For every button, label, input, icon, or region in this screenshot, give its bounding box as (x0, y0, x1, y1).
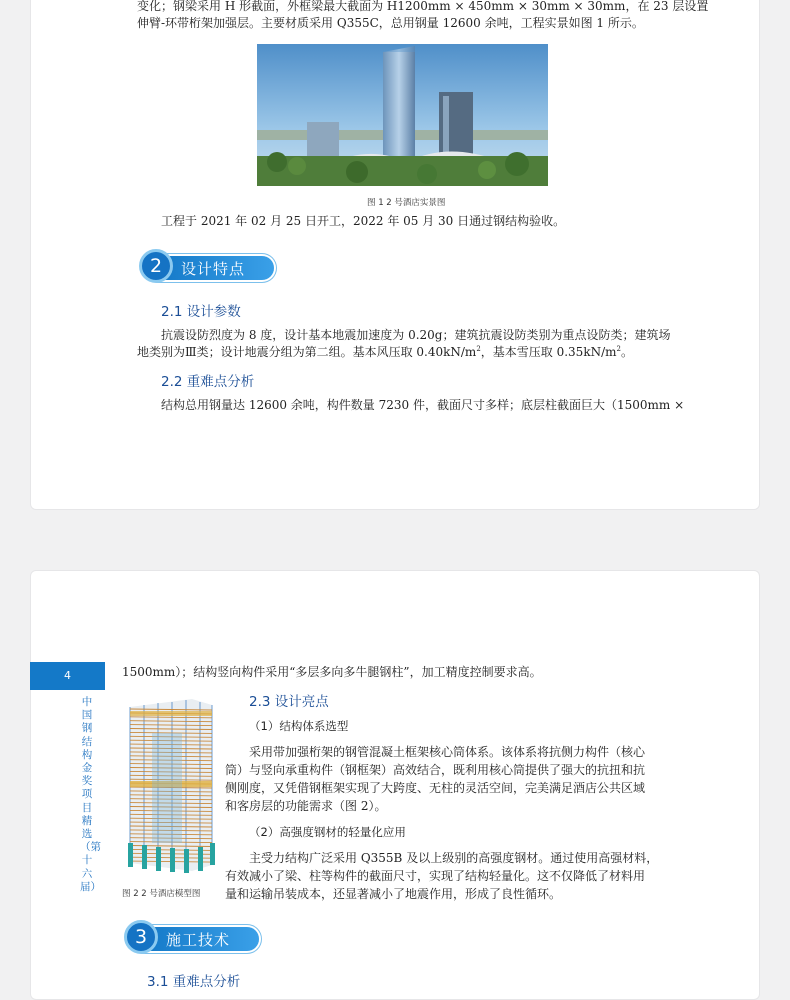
book-side-title: 中国钢结构金奖项目精选（第十六届） (80, 696, 101, 893)
hotel-photo-image (257, 44, 548, 186)
section-2-pill (159, 256, 274, 280)
intro-line-1: 变化；钢梁采用 H 形截面，外框梁最大截面为 H1200mm × 450mm × 30mm × 30mm，在 23 层设置 (137, 0, 709, 13)
section-3-title: 施工技术 (166, 931, 231, 949)
item-1-title: （1）结构体系选型 (249, 719, 349, 733)
schedule-text: 工程于 2021 年 02 月 25 日开工，2022 年 05 月 30 日通过钢结构验收。 (161, 214, 566, 228)
subsection-3-1-title: 3.1 重难点分析 (147, 974, 241, 990)
item-2-title: （2）高强度钢材的轻量化应用 (249, 825, 406, 839)
continuation-line: 1500mm）；结构竖向构件采用“多层多向多牛腿钢柱”，加工精度控制要求高。 (122, 665, 542, 679)
subsection-2-2-title: 2.2 重难点分析 (161, 374, 255, 390)
section-3-pill (144, 927, 259, 951)
section-3-heading (124, 920, 264, 958)
item-1-line-3: 侧刚度，又凭借钢框架实现了大跨度、无柱的灵活空间，完美满足酒店公共区域 (225, 781, 646, 795)
item-2-line-1: 主受力结构广泛采用 Q355B 及以上级别的高强度钢材。通过使用高强材料， (249, 851, 659, 865)
subsection-2-3-title: 2.3 设计亮点 (249, 694, 329, 710)
params-line-1: 抗震设防烈度为 8 度，设计基本地震加速度为 0.20g；建筑抗震设防类别为重点设防类；建筑场 (161, 328, 671, 342)
item-1-line-4: 和客房层的功能需求（图 2）。 (225, 799, 387, 813)
hotel-model-image (122, 693, 218, 881)
params-line-2-end: 。 (620, 345, 633, 359)
figure-1-caption: 图 1 2 号酒店实景图 (367, 198, 446, 208)
section-2-title: 设计特点 (181, 260, 246, 278)
item-1-line-1: 采用带加强桁架的钢管混凝土框架核心筒体系。该体系将抗侧力构件（核心 (249, 745, 646, 759)
section-2-heading (139, 249, 279, 287)
page-number-tab: 4 (30, 662, 105, 690)
item-2-line-3: 量和运输吊装成本，还显著减小了地震作用，形成了良性循环。 (225, 887, 562, 901)
section-2-number: 2 (139, 249, 173, 283)
item-1-line-2: 筒）与竖向承重构件（钢框架）高效结合，既利用核心筒提供了强大的抗扭和抗 (225, 763, 646, 777)
item-2-line-2: 有效减小了梁、柱等构件的截面尺寸，实现了结构轻量化。这不仅降低了材料用 (225, 869, 646, 883)
figure-2-caption: 图 2 2 号酒店模型图 (122, 889, 201, 899)
intro-line-2: 伸臂-环带桁架加强层。主要材质采用 Q355C，总用钢量 12600 余吨，工程实景如图 1 所示。 (137, 16, 644, 30)
params-line-2-b: ，基本雪压取 0.35kN/m (480, 345, 617, 359)
params-line-2-a: 地类别为Ⅲ类；设计地震分组为第二组。基本风压取 0.40kN/m (137, 345, 477, 359)
difficulty-line: 结构总用钢量达 12600 余吨，构件数量 7230 件，截面尺寸多样；底层柱截面巨大（1500mm × (161, 398, 685, 412)
params-line-2 (137, 343, 633, 362)
params-sup-1: 2 (476, 345, 481, 353)
params-sup-2: 2 (616, 345, 621, 353)
subsection-2-1-title: 2.1 设计参数 (161, 304, 241, 320)
section-3-number: 3 (124, 920, 158, 954)
